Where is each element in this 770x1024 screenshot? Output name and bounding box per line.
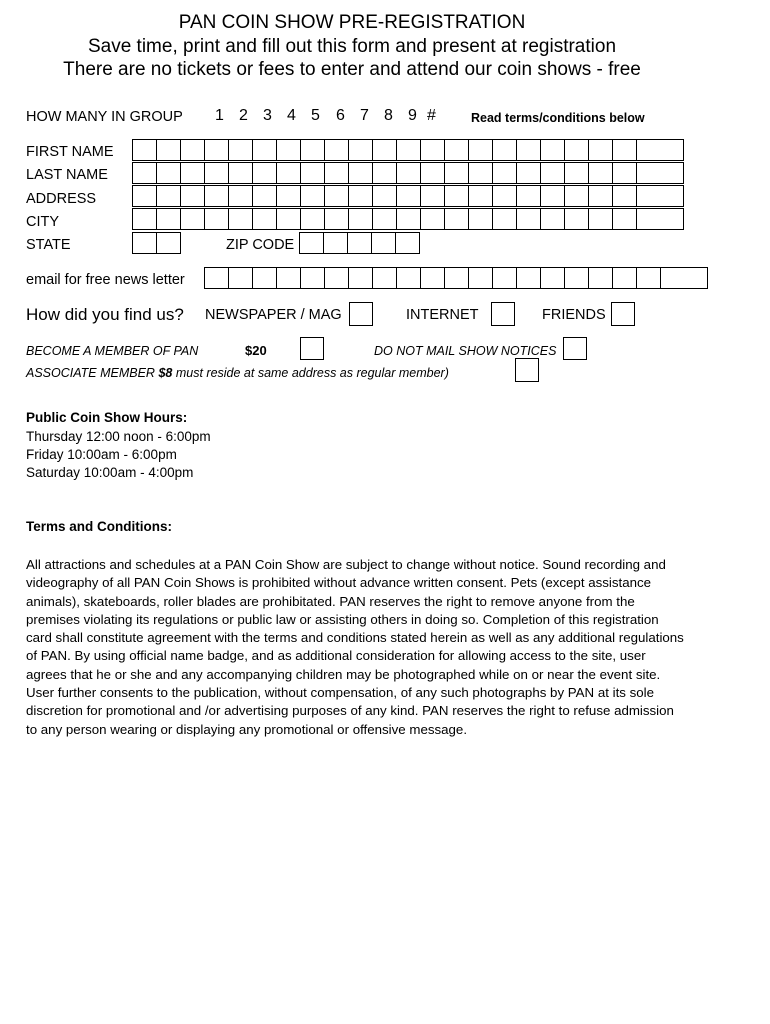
address-label: ADDRESS	[26, 191, 97, 207]
char-box[interactable]	[325, 163, 349, 184]
newspaper-checkbox[interactable]	[349, 302, 373, 326]
char-box[interactable]	[517, 186, 541, 207]
group-number-options	[215, 107, 455, 127]
char-box[interactable]	[565, 268, 589, 289]
page-title: PAN COIN SHOW PRE-REGISTRATION	[178, 12, 526, 33]
char-box[interactable]	[181, 140, 205, 161]
char-box[interactable]	[157, 209, 181, 230]
char-box[interactable]	[637, 186, 684, 207]
char-box[interactable]	[469, 268, 493, 289]
char-box[interactable]	[397, 140, 421, 161]
char-box[interactable]	[229, 163, 253, 184]
char-box[interactable]	[277, 209, 301, 230]
char-box[interactable]	[325, 268, 349, 289]
char-box[interactable]	[589, 140, 613, 161]
do-not-mail-checkbox[interactable]	[563, 337, 587, 360]
char-box[interactable]	[373, 163, 397, 184]
char-box[interactable]	[637, 209, 684, 230]
char-box[interactable]	[253, 163, 277, 184]
char-box[interactable]	[613, 140, 637, 161]
group-label: HOW MANY IN GROUP	[26, 109, 183, 125]
char-box[interactable]	[421, 268, 445, 289]
subtitle-line-2: There are no tickets or fees to enter and attend our coin shows - free	[63, 59, 641, 80]
char-box[interactable]	[541, 163, 565, 184]
char-box[interactable]	[373, 186, 397, 207]
char-box[interactable]	[469, 186, 493, 207]
char-box[interactable]	[397, 268, 421, 289]
char-box[interactable]	[397, 209, 421, 230]
internet-label: INTERNET	[406, 307, 479, 323]
char-box[interactable]	[421, 209, 445, 230]
char-box[interactable]	[253, 268, 277, 289]
first-name-field[interactable]	[132, 139, 684, 161]
char-box[interactable]	[493, 140, 517, 161]
char-box[interactable]	[349, 186, 373, 207]
char-box[interactable]	[301, 140, 325, 161]
internet-checkbox[interactable]	[491, 302, 515, 326]
find-us-question: How did you find us?	[26, 305, 184, 324]
char-box[interactable]	[541, 186, 565, 207]
char-box[interactable]	[517, 163, 541, 184]
last-name-field[interactable]	[132, 162, 684, 184]
char-box[interactable]	[349, 268, 373, 289]
associate-prefix: ASSOCIATE MEMBER	[26, 366, 155, 380]
first-name-label: FIRST NAME	[26, 144, 114, 160]
friends-label: FRIENDS	[542, 307, 606, 323]
char-box[interactable]	[300, 233, 324, 254]
char-box[interactable]	[157, 233, 181, 254]
char-box[interactable]	[181, 209, 205, 230]
char-box[interactable]	[253, 140, 277, 161]
char-box[interactable]	[205, 163, 229, 184]
char-box[interactable]	[133, 186, 157, 207]
char-box[interactable]	[445, 140, 469, 161]
char-box[interactable]	[229, 186, 253, 207]
char-box[interactable]	[277, 140, 301, 161]
char-box[interactable]	[133, 209, 157, 230]
char-box[interactable]	[181, 186, 205, 207]
char-box[interactable]	[421, 186, 445, 207]
friends-checkbox[interactable]	[611, 302, 635, 326]
subtitle-line-1: Save time, print and fill out this form and present at registration	[87, 36, 617, 57]
char-box[interactable]	[396, 233, 420, 254]
hours-saturday: Saturday 10:00am - 4:00pm	[26, 465, 194, 480]
char-box[interactable]	[493, 268, 517, 289]
char-box[interactable]	[324, 233, 348, 254]
char-box[interactable]	[301, 163, 325, 184]
city-field[interactable]	[132, 208, 684, 230]
char-box[interactable]	[565, 186, 589, 207]
char-box[interactable]	[469, 163, 493, 184]
char-box[interactable]	[637, 140, 684, 161]
char-box[interactable]	[469, 140, 493, 161]
become-member-label: BECOME A MEMBER OF PAN	[26, 344, 199, 358]
char-box[interactable]	[373, 140, 397, 161]
group-number-8[interactable]: 8	[384, 107, 393, 124]
char-box[interactable]	[133, 233, 157, 254]
char-box[interactable]	[301, 209, 325, 230]
group-number-9[interactable]: 9	[408, 107, 417, 124]
char-box[interactable]	[325, 140, 349, 161]
char-box[interactable]	[253, 186, 277, 207]
char-box[interactable]	[205, 140, 229, 161]
group-number-2[interactable]: 2	[239, 107, 248, 124]
char-box[interactable]	[565, 140, 589, 161]
char-box[interactable]	[372, 233, 396, 254]
char-box[interactable]	[325, 209, 349, 230]
char-box[interactable]	[517, 209, 541, 230]
hours-thursday: Thursday 12:00 noon - 6:00pm	[26, 429, 211, 444]
char-box[interactable]	[613, 268, 637, 289]
char-box[interactable]	[613, 163, 637, 184]
char-box[interactable]	[589, 209, 613, 230]
terms-heading: Terms and Conditions:	[26, 519, 173, 534]
associate-member-label	[26, 366, 449, 380]
zip-field[interactable]	[299, 232, 420, 254]
char-box[interactable]	[373, 268, 397, 289]
member-price: $20	[245, 343, 267, 358]
char-box[interactable]	[133, 140, 157, 161]
char-box[interactable]	[445, 163, 469, 184]
address-field[interactable]	[132, 185, 684, 207]
char-box[interactable]	[229, 268, 253, 289]
become-member-checkbox[interactable]	[300, 337, 324, 360]
char-box[interactable]	[397, 163, 421, 184]
zip-label: ZIP CODE	[226, 237, 295, 253]
char-box[interactable]	[661, 268, 708, 289]
char-box[interactable]	[445, 186, 469, 207]
group-number-5[interactable]: 5	[311, 107, 320, 124]
city-label: CITY	[26, 214, 60, 230]
char-box[interactable]	[493, 163, 517, 184]
char-box[interactable]	[493, 209, 517, 230]
email-field[interactable]	[204, 267, 708, 289]
char-box[interactable]	[613, 209, 637, 230]
char-box[interactable]	[157, 140, 181, 161]
char-box[interactable]	[493, 186, 517, 207]
char-box[interactable]	[133, 163, 157, 184]
char-box[interactable]	[301, 186, 325, 207]
char-box[interactable]	[517, 140, 541, 161]
char-box[interactable]	[277, 163, 301, 184]
terms-note: Read terms/conditions below	[471, 111, 645, 125]
char-box[interactable]	[253, 209, 277, 230]
hours-friday: Friday 10:00am - 6:00pm	[26, 447, 177, 462]
state-label: STATE	[26, 237, 71, 253]
char-box[interactable]	[277, 268, 301, 289]
char-box[interactable]	[205, 268, 229, 289]
char-box[interactable]	[541, 140, 565, 161]
char-box[interactable]	[301, 268, 325, 289]
char-box[interactable]	[157, 163, 181, 184]
char-box[interactable]	[397, 186, 421, 207]
char-box[interactable]	[565, 163, 589, 184]
terms-body: All attractions and schedules at a PAN Coin Show are subject to change without notice. Sound recording and videography of all PAN Coin Shows is prohibited without advance written consent. Pets (except assistance animals), skateboards, roller blades are prohibitated. PAN reserves the right to remove anyone from the premises violating its regulations or public law or assisting others in doing so. Completion of this registration card shall constitute agreement with the terms and conditions stated herein as well as any additional regulations of PAN. By using official name badge, and as additional consideration for allowing access to the site, user agrees that he or she and any accompanying children may be photographed while on or near the event site. User further consents to the publication, without compensation, of any such photographs by PAN at its sole discretion for promotional and /or advertising purposes of any kind. PAN reserves the right to refuse admission to any person wearing or displaying any promotional or offensive message.	[26, 557, 684, 737]
newspaper-label: NEWSPAPER / MAG	[205, 307, 342, 323]
char-box[interactable]	[421, 163, 445, 184]
do-not-mail-label: DO NOT MAIL SHOW NOTICES	[374, 344, 557, 358]
char-box[interactable]	[157, 186, 181, 207]
email-label: email for free news letter	[26, 272, 185, 288]
char-box[interactable]	[349, 209, 373, 230]
char-box[interactable]	[589, 163, 613, 184]
group-number-more[interactable]: #	[427, 107, 436, 124]
char-box[interactable]	[205, 186, 229, 207]
char-box[interactable]	[445, 209, 469, 230]
char-box[interactable]	[421, 140, 445, 161]
associate-member-checkbox[interactable]	[515, 358, 539, 382]
group-number-4[interactable]: 4	[287, 107, 296, 124]
char-box[interactable]	[348, 233, 372, 254]
char-box[interactable]	[205, 209, 229, 230]
char-box[interactable]	[589, 186, 613, 207]
char-box[interactable]	[181, 163, 205, 184]
char-box[interactable]	[277, 186, 301, 207]
state-field[interactable]	[132, 232, 181, 254]
char-box[interactable]	[637, 163, 684, 184]
char-box[interactable]	[541, 268, 565, 289]
char-box[interactable]	[637, 268, 661, 289]
char-box[interactable]	[229, 140, 253, 161]
char-box[interactable]	[589, 268, 613, 289]
char-box[interactable]	[349, 163, 373, 184]
associate-note: must reside at same address as regular member)	[175, 366, 449, 380]
last-name-label: LAST NAME	[26, 167, 108, 183]
group-number-3[interactable]: 3	[263, 107, 272, 124]
char-box[interactable]	[373, 209, 397, 230]
char-box[interactable]	[613, 186, 637, 207]
char-box[interactable]	[325, 186, 349, 207]
associate-price: $8	[158, 366, 173, 380]
char-box[interactable]	[469, 209, 493, 230]
hours-heading: Public Coin Show Hours:	[26, 410, 188, 425]
char-box[interactable]	[541, 209, 565, 230]
group-number-1[interactable]: 1	[215, 107, 224, 124]
group-number-6[interactable]: 6	[336, 107, 345, 124]
char-box[interactable]	[349, 140, 373, 161]
char-box[interactable]	[517, 268, 541, 289]
group-number-7[interactable]: 7	[360, 107, 369, 124]
char-box[interactable]	[565, 209, 589, 230]
char-box[interactable]	[229, 209, 253, 230]
char-box[interactable]	[445, 268, 469, 289]
